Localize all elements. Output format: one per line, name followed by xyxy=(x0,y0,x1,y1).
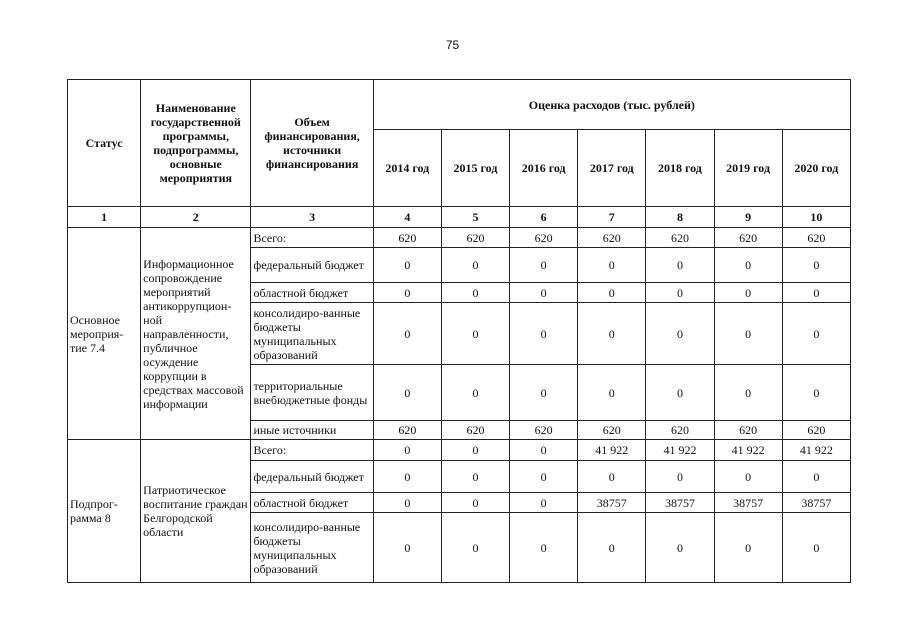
value-cell: 0 xyxy=(646,303,714,365)
header-status: Статус xyxy=(68,80,141,207)
funding-source-cell: Всего: xyxy=(251,440,373,461)
header-year: 2014 год xyxy=(373,130,441,207)
funding-source-cell: федеральный бюджет xyxy=(251,248,373,283)
value-cell: 0 xyxy=(782,248,850,283)
value-cell: 0 xyxy=(646,283,714,303)
value-cell: 0 xyxy=(646,513,714,583)
value-cell: 0 xyxy=(782,283,850,303)
value-cell: 0 xyxy=(373,440,441,461)
value-cell: 620 xyxy=(578,228,646,248)
value-cell: 0 xyxy=(441,493,509,513)
value-cell: 0 xyxy=(441,365,509,421)
value-cell: 0 xyxy=(782,513,850,583)
value-cell: 0 xyxy=(441,440,509,461)
funding-source-cell: консолидиро-ванные бюджеты муниципальных образований xyxy=(251,303,373,365)
page-number: 75 xyxy=(445,38,460,52)
value-cell: 0 xyxy=(714,248,782,283)
value-cell: 41 922 xyxy=(782,440,850,461)
value-cell: 0 xyxy=(441,303,509,365)
value-cell: 620 xyxy=(782,421,850,440)
value-cell: 38757 xyxy=(714,493,782,513)
value-cell: 0 xyxy=(714,283,782,303)
column-number: 4 xyxy=(373,207,441,228)
value-cell: 0 xyxy=(578,461,646,493)
value-cell: 620 xyxy=(646,228,714,248)
table-row xyxy=(68,228,851,248)
program-name-cell: Патриотическое воспитание граждан Белгородской области xyxy=(141,440,251,583)
value-cell: 620 xyxy=(646,421,714,440)
funding-table xyxy=(67,79,851,583)
value-cell: 0 xyxy=(441,513,509,583)
funding-source-cell: федеральный бюджет xyxy=(251,461,373,493)
value-cell: 0 xyxy=(510,303,578,365)
value-cell: 0 xyxy=(782,461,850,493)
value-cell: 620 xyxy=(782,228,850,248)
value-cell: 0 xyxy=(373,365,441,421)
value-cell: 0 xyxy=(510,283,578,303)
value-cell: 0 xyxy=(578,365,646,421)
value-cell: 0 xyxy=(646,248,714,283)
column-number: 8 xyxy=(646,207,714,228)
value-cell: 620 xyxy=(441,421,509,440)
value-cell: 0 xyxy=(714,513,782,583)
funding-source-cell: иные источники xyxy=(251,421,373,440)
header-year: 2019 год xyxy=(714,130,782,207)
value-cell: 0 xyxy=(510,461,578,493)
header-year: 2018 год xyxy=(646,130,714,207)
value-cell: 620 xyxy=(578,421,646,440)
value-cell: 0 xyxy=(646,365,714,421)
value-cell: 41 922 xyxy=(646,440,714,461)
value-cell: 38757 xyxy=(782,493,850,513)
value-cell: 0 xyxy=(646,461,714,493)
value-cell: 620 xyxy=(373,421,441,440)
status-cell: Подпрог-рамма 8 xyxy=(68,440,141,583)
column-number: 3 xyxy=(251,207,373,228)
funding-source-cell: территориальные внебюджетные фонды xyxy=(251,365,373,421)
header-estimate: Оценка расходов (тыс. рублей) xyxy=(373,80,850,130)
value-cell: 0 xyxy=(714,365,782,421)
program-name-cell: Информационное сопровождение мероприятий антикоррупцион-ной направленности, публичное осуждение коррупции в средствах массовой информации xyxy=(141,228,251,440)
column-number: 6 xyxy=(510,207,578,228)
value-cell: 620 xyxy=(441,228,509,248)
value-cell: 0 xyxy=(373,248,441,283)
value-cell: 0 xyxy=(441,461,509,493)
value-cell: 620 xyxy=(714,228,782,248)
value-cell: 0 xyxy=(373,303,441,365)
value-cell: 0 xyxy=(441,248,509,283)
funding-source-cell: консолидиро-ванные бюджеты муниципальных образований xyxy=(251,513,373,583)
value-cell: 0 xyxy=(578,303,646,365)
column-number: 9 xyxy=(714,207,782,228)
header-funding: Объем финансирования, источники финансирования xyxy=(251,80,373,207)
header-year: 2015 год xyxy=(441,130,509,207)
value-cell: 620 xyxy=(373,228,441,248)
value-cell: 0 xyxy=(714,461,782,493)
value-cell: 0 xyxy=(441,283,509,303)
header-year: 2017 год xyxy=(578,130,646,207)
value-cell: 0 xyxy=(510,248,578,283)
column-number: 10 xyxy=(782,207,850,228)
value-cell: 38757 xyxy=(646,493,714,513)
value-cell: 0 xyxy=(578,283,646,303)
value-cell: 0 xyxy=(373,513,441,583)
column-number: 7 xyxy=(578,207,646,228)
value-cell: 0 xyxy=(782,365,850,421)
value-cell: 620 xyxy=(510,421,578,440)
column-number: 2 xyxy=(141,207,251,228)
header-program-name: Наименование государственной программы, подпрограммы, основные мероприятия xyxy=(141,80,251,207)
value-cell: 0 xyxy=(782,303,850,365)
funding-source-cell: Всего: xyxy=(251,228,373,248)
header-year: 2016 год xyxy=(510,130,578,207)
value-cell: 0 xyxy=(578,248,646,283)
value-cell: 0 xyxy=(510,513,578,583)
value-cell: 0 xyxy=(578,513,646,583)
value-cell: 0 xyxy=(510,493,578,513)
column-number: 5 xyxy=(441,207,509,228)
value-cell: 0 xyxy=(510,365,578,421)
header-year: 2020 год xyxy=(782,130,850,207)
value-cell: 41 922 xyxy=(578,440,646,461)
value-cell: 0 xyxy=(373,461,441,493)
value-cell: 41 922 xyxy=(714,440,782,461)
value-cell: 0 xyxy=(373,283,441,303)
value-cell: 0 xyxy=(714,303,782,365)
status-cell: Основное мероприя-тие 7.4 xyxy=(68,228,141,440)
value-cell: 0 xyxy=(510,440,578,461)
funding-source-cell: областной бюджет xyxy=(251,493,373,513)
column-number: 1 xyxy=(68,207,141,228)
value-cell: 38757 xyxy=(578,493,646,513)
value-cell: 0 xyxy=(373,493,441,513)
value-cell: 620 xyxy=(714,421,782,440)
table-row xyxy=(68,440,851,461)
funding-source-cell: областной бюджет xyxy=(251,283,373,303)
value-cell: 620 xyxy=(510,228,578,248)
